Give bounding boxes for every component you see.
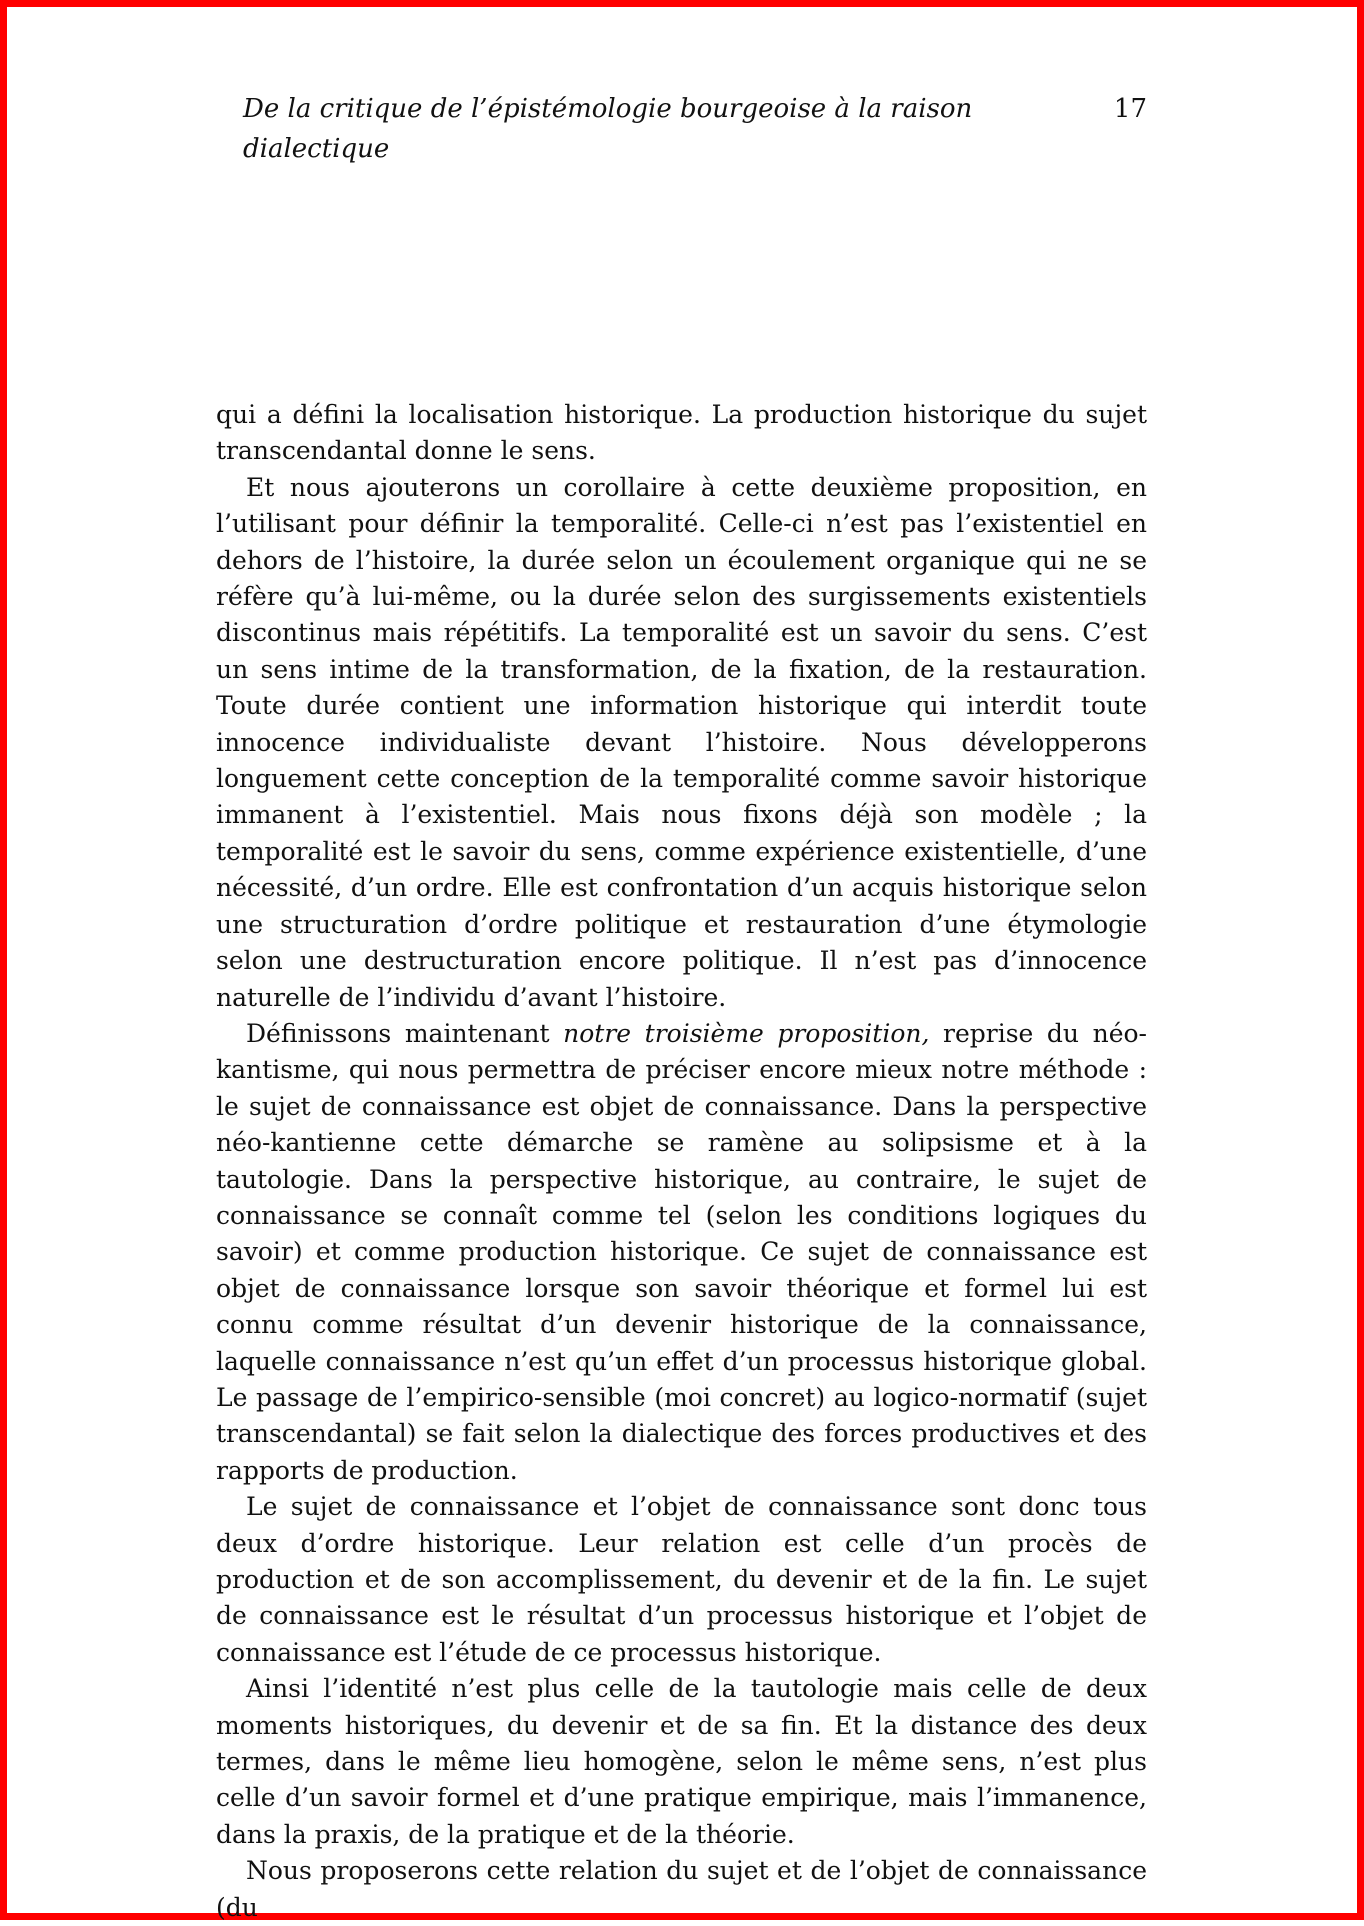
paragraph-identite: Ainsi l’identité n’est plus celle de la tautologie mais celle de deux moments historiques, du devenir et de sa fin. Et la distance des deux termes, dans le même lieu homogène, selon le même sens, n’est plus celle d’un savoir formel et d’une pratique empirique, mais l’immanence, dans la praxis, de la pratique et de la théorie. — [216, 1674, 1147, 1849]
paragraph-final: Nous proposerons cette relation du sujet et de l’objet de connaissance (du — [216, 1856, 1147, 1922]
paragraph-text-before: Définissons maintenant — [246, 1018, 564, 1048]
page-number: 17 — [1113, 94, 1147, 124]
running-title: De la critique de l’épistémologie bourgeoise à la raison dialectique — [243, 94, 973, 164]
paragraph-corollaire: Et nous ajouterons un corollaire à cette deuxième proposition, en l’utilisant pour définir la temporalité. Celle-ci n’est pas l’existentiel en dehors de l’histoire, la durée selon un écoulement organique qui ne se réfère qu’à lui-même, ou la durée selon des surgissements existentiels discontinus mais répétitifs. La temporalité est un savoir du sens. C’est un sens intime de la transformation, de la fixation, de la restauration. Toute durée contient une information historique qui interdit toute innocence individualiste devant l’histoire. Nous développerons longuement cette conception de la temporalité comme savoir historique immanent à l’existentiel. Mais nous fixons déjà son modèle ; la temporalité est le savoir du sens, comme expérience existentielle, d’une nécessité, d’un ordre. Elle est confrontation d’un acquis historique selon une structuration d’ordre politique et restauration d’une étymologie selon une destructuration encore politique. Il n’est pas d’innocence naturelle de l’individu d’avant l’histoire. — [216, 472, 1147, 1012]
paragraph-sujet-objet: Le sujet de connaissance et l’objet de connaissance sont donc tous deux d’ordre historique. Leur relation est celle d’un procès de production et de son accomplissement, du devenir et de la fin. Le sujet de connaissance est le résultat d’un processus historique et l’objet de connaissance est l’étude de ce processus historique. — [216, 1492, 1147, 1667]
paragraph-troisieme-proposition — [216, 1016, 1147, 1489]
body-text — [216, 397, 1147, 1926]
emphasis-troisieme-proposition: notre troisième proposition, — [563, 1018, 930, 1048]
paragraph-text-after: reprise du néo-kantisme, qui nous permettra de préciser encore mieux notre méthode : le sujet de connaissance est objet de connaissance. Dans la perspective néo-kantienne cette démarche se ramène au solipsisme et à la tautologie. Dans la perspective historique, au contraire, le sujet de connaissance se connaît comme tel (selon les conditions logiques du savoir) et comme production historique. Ce sujet de connaissance est objet de connaissance lorsque son savoir théorique et formel lui est connu comme résultat d’un devenir historique de la connaissance, laquelle connaissance n’est qu’un effet d’un processus historique global. Le passage de l’empirico-sensible (moi concret) au logico-normatif (sujet transcendantal) se fait selon la dialectique des forces productives et des rapports de production. — [216, 1018, 1147, 1485]
paragraph-continuation: qui a défini la localisation historique. La production historique du sujet transcendantal donne le sens. — [216, 400, 1147, 466]
running-head — [243, 89, 1147, 169]
